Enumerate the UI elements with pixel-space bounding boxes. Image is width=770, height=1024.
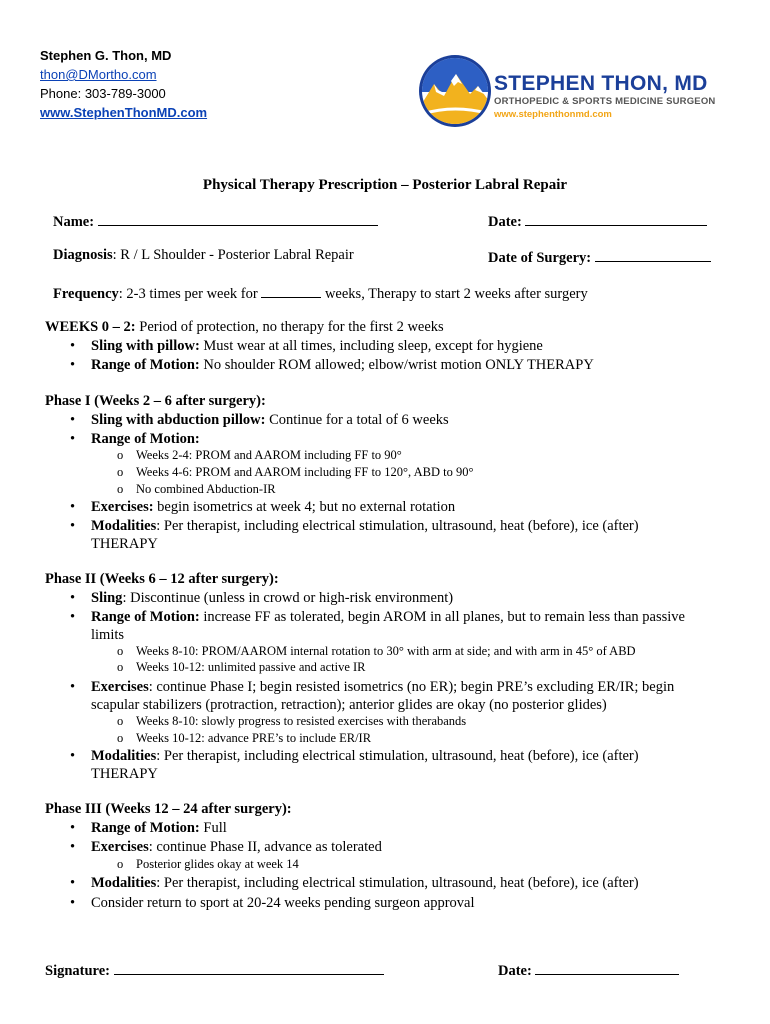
footer-date-label: Date: [498, 963, 532, 979]
diagnosis-row [53, 247, 354, 264]
list-item-continuation: THERAPY [91, 766, 158, 782]
surgery-date-field[interactable] [595, 247, 711, 262]
list-item: • Range of Motion: No shoulder ROM allowed; elbow/wrist motion ONLY THERAPY [70, 357, 594, 373]
list-item: • Modalities: Per therapist, including electrical stimulation, ultrasound, heat (before), ice (after) [70, 518, 639, 534]
frequency-post: weeks, Therapy to start 2 weeks after surgery [324, 286, 588, 302]
phone-number: Phone: 303-789-3000 [40, 86, 166, 101]
document-title: Physical Therapy Prescription – Posterior Labral Repair [202, 177, 568, 193]
phase3-heading: Phase III (Weeks 12 – 24 after surgery): [45, 801, 292, 817]
sub-item: o Weeks 10-12: advance PRE’s to include ER/IR [117, 731, 372, 745]
date-row [488, 211, 707, 231]
list-item: • Modalities: Per therapist, including electrical stimulation, ultrasound, heat (before), ice (after) [70, 875, 639, 891]
logo-name: STEPHEN THON, MD [494, 72, 708, 95]
list-item: • Consider return to sport at 20-24 weeks pending surgeon approval [70, 895, 475, 911]
phase2-heading: Phase II (Weeks 6 – 12 after surgery): [45, 571, 279, 587]
signature-row [45, 960, 384, 980]
footer-date-field[interactable] [535, 960, 679, 975]
sub-item: o Weeks 2-4: PROM and AAROM including FF to 90° [117, 448, 402, 462]
email-link[interactable]: thon@DMortho.com [40, 67, 157, 82]
sub-item: o Weeks 8-10: slowly progress to resisted exercises with therabands [117, 714, 467, 728]
date-field[interactable] [525, 211, 707, 226]
frequency-pre: : 2-3 times per week for [118, 286, 258, 302]
list-item: • Sling with pillow: Must wear at all times, including sleep, except for hygiene [70, 338, 543, 354]
website-link[interactable]: www.StephenThonMD.com [40, 105, 208, 120]
list-item-continuation: THERAPY [91, 536, 158, 552]
list-item: • Range of Motion: Full [70, 820, 227, 836]
frequency-row [53, 283, 588, 303]
signature-field[interactable] [114, 960, 384, 975]
mountain-logo-icon [418, 54, 494, 130]
date-label: Date: [488, 214, 522, 230]
list-item: • Exercises: continue Phase I; begin resisted isometrics (no ER); begin PRE’s excluding ER/IR; begin [70, 679, 675, 695]
sub-item: o No combined Abduction-IR [117, 482, 276, 496]
name-field[interactable] [98, 211, 378, 226]
surgery-date-row [488, 247, 711, 267]
name-row [53, 211, 378, 231]
list-item: • Range of Motion: [70, 431, 200, 447]
list-item-continuation: limits [91, 627, 125, 643]
logo-url: www.stephenthonmd.com [494, 109, 612, 120]
weeks0-heading: WEEKS 0 – 2: Period of protection, no therapy for the first 2 weeks [45, 319, 444, 335]
diagnosis-label: Diagnosis [53, 247, 113, 263]
sub-item: o Weeks 8-10: PROM/AAROM internal rotation to 30° with arm at side; and with arm in 45° of ABD [117, 644, 636, 658]
list-item: • Sling with abduction pillow: Continue for a total of 6 weeks [70, 412, 449, 428]
frequency-weeks-field[interactable] [261, 283, 321, 298]
diagnosis-value: : R / L Shoulder - Posterior Labral Repair [112, 247, 354, 263]
list-item: • Range of Motion: increase FF as tolerated, begin AROM in all planes, but to remain less than passive [70, 609, 685, 625]
sub-item: o Weeks 10-12: unlimited passive and active IR [117, 660, 366, 674]
sub-item: o Weeks 4-6: PROM and AAROM including FF to 120°, ABD to 90° [117, 465, 474, 479]
contact-block [40, 46, 207, 122]
list-item: • Modalities: Per therapist, including electrical stimulation, ultrasound, heat (before), ice (after) [70, 748, 639, 764]
phase1-heading: Phase I (Weeks 2 – 6 after surgery): [45, 393, 266, 409]
frequency-label: Frequency [53, 286, 119, 302]
surgery-date-label: Date of Surgery: [488, 250, 592, 266]
name-label: Name: [53, 214, 95, 230]
logo-subtitle: ORTHOPEDIC & SPORTS MEDICINE SURGEON [494, 96, 716, 107]
list-item-continuation: scapular stabilizers (protraction, retraction); anterior glides are okay (no posterior glides) [91, 697, 607, 713]
footer-date-row [498, 960, 679, 980]
list-item: • Exercises: continue Phase II, advance as tolerated [70, 839, 382, 855]
list-item: • Sling: Discontinue (unless in crowd or high-risk environment) [70, 590, 454, 606]
sub-item: o Posterior glides okay at week 14 [117, 857, 299, 871]
doctor-name: Stephen G. Thon, MD [40, 48, 172, 63]
signature-label: Signature: [45, 963, 110, 979]
list-item: • Exercises: begin isometrics at week 4; but no external rotation [70, 499, 456, 515]
